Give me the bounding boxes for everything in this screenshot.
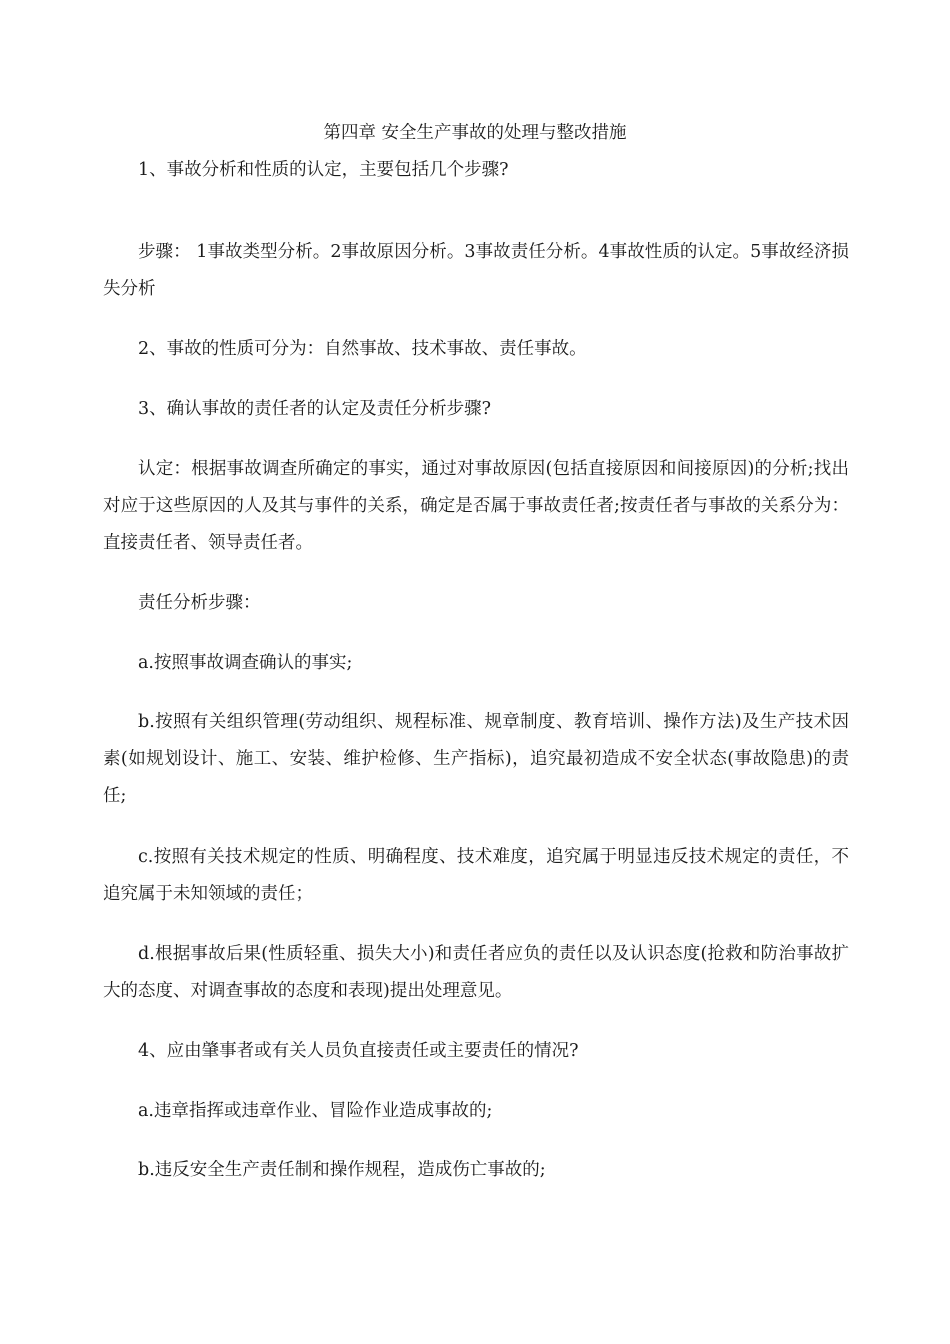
- identification-answer: 认定：根据事故调查所确定的事实，通过对事故原因(包括直接原因和间接原因)的分析;找出对应于这些原因的人及其与事件的关系，确定是否属于事故责任者;按责任者与事故的关系分为：直接责任者、领导责任者。: [103, 459, 849, 553]
- question-4: 4、应由肇事者或有关人员负直接责任或主要责任的情况?: [138, 1041, 579, 1061]
- responsibility-steps-heading: 责任分析步骤：: [138, 593, 261, 613]
- question-3: 3、确认事故的责任者的认定及责任分析步骤?: [138, 399, 492, 419]
- chapter-title: 第四章 安全生产事故的处理与整改措施: [323, 123, 627, 143]
- step-b: b.按照有关组织管理(劳动组织、规程标准、规章制度、教育培训、操作方法)及生产技术因素(如规划设计、施工、安装、维护检修、生产指标)，追究最初造成不安全状态(事故隐患)的责任;: [103, 712, 849, 806]
- step-a: a.按照事故调查确认的事实;: [138, 653, 353, 673]
- steps-answer: 步骤： 1事故类型分析。2事故原因分析。3事故责任分析。4事故性质的认定。5事故经济损失分析: [103, 242, 849, 299]
- question-2-answer: 2、事故的性质可分为：自然事故、技术事故、责任事故。: [138, 339, 587, 359]
- question-1: 1、事故分析和性质的认定，主要包括几个步骤?: [138, 160, 509, 180]
- step-c: c.按照有关技术规定的性质、明确程度、技术难度，追究属于明显违反技术规定的责任，不追究属于未知领域的责任；: [103, 847, 849, 904]
- case-a: a.违章指挥或违章作业、冒险作业造成事故的;: [138, 1101, 493, 1121]
- case-b: b.违反安全生产责任制和操作规程，造成伤亡事故的;: [138, 1160, 546, 1180]
- step-d: d.根据事故后果(性质轻重、损失大小)和责任者应负的责任以及认识态度(抢救和防治事故扩大的态度、对调查事故的态度和表现)提出处理意见。: [103, 944, 849, 1001]
